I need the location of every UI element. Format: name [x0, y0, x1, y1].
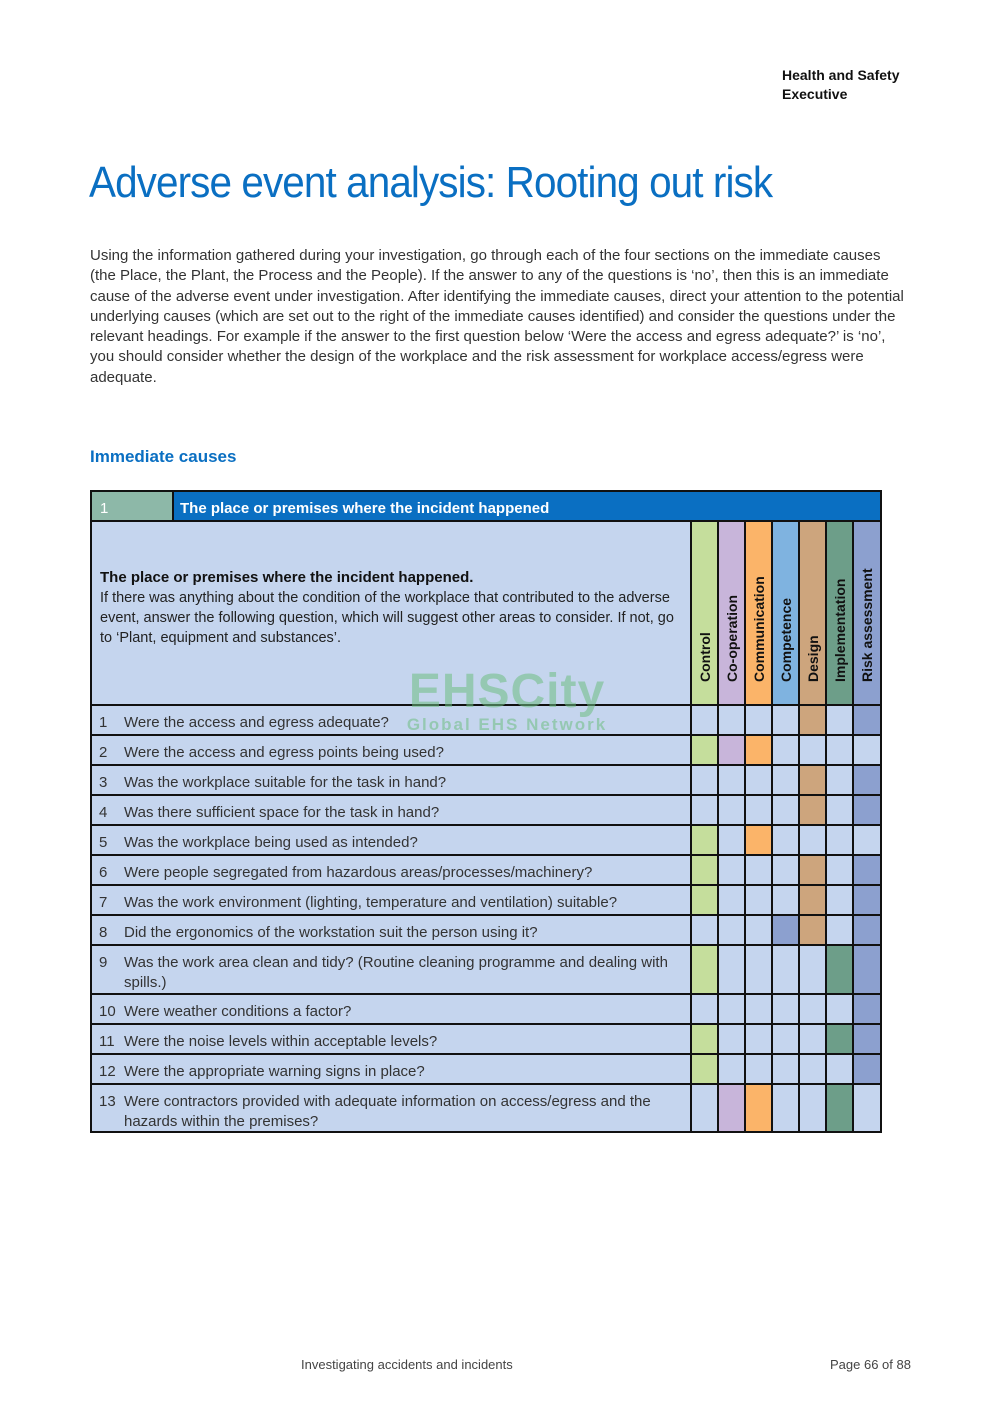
- cause-marker-empty: [719, 916, 744, 944]
- org-line-1: Health and Safety: [782, 67, 900, 83]
- question-text: Did the ergonomics of the workstation suit the person using it?: [124, 924, 538, 941]
- cause-marker-empty: [746, 766, 771, 794]
- question-number: 11: [99, 1033, 115, 1050]
- cause-marker-empty: [827, 886, 852, 914]
- cause-marker-empty: [827, 1055, 852, 1083]
- cause-marker-empty: [800, 1025, 825, 1053]
- cause-marker-empty: [719, 856, 744, 884]
- cause-marker-empty: [773, 856, 798, 884]
- cause-marker-co-operation: [719, 1085, 744, 1131]
- section-description: [92, 522, 690, 704]
- column-header-label: Control: [696, 632, 713, 682]
- question-text: Were the appropriate warning signs in place?: [124, 1063, 425, 1080]
- column-header-design: [800, 522, 825, 704]
- cause-marker-control: [692, 946, 717, 993]
- page-title: Adverse event analysis: Rooting out risk: [89, 158, 773, 207]
- cause-marker-empty: [719, 706, 744, 734]
- watermark-line-2: Global EHS Network: [406, 715, 608, 734]
- question-number: 5: [99, 834, 108, 851]
- column-header-co-operation: [719, 522, 744, 704]
- cause-marker-empty: [692, 916, 717, 944]
- question-text: Was the workplace suitable for the task in hand?: [124, 774, 447, 791]
- cause-marker-communication: [746, 1085, 771, 1131]
- cause-marker-design: [800, 886, 825, 914]
- question-number: 7: [99, 894, 108, 911]
- column-header-risk-assessment: [854, 522, 880, 704]
- cause-marker-control: [692, 886, 717, 914]
- column-header-implementation: [827, 522, 852, 704]
- cause-marker-empty: [854, 1085, 880, 1131]
- immediate-causes-table: [90, 490, 882, 1133]
- cause-marker-empty: [719, 1055, 744, 1083]
- cause-marker-empty: [773, 826, 798, 854]
- question-number: 6: [99, 864, 108, 881]
- cause-marker-empty: [719, 766, 744, 794]
- cause-marker-empty: [827, 995, 852, 1023]
- cause-marker-empty: [773, 736, 798, 764]
- cause-marker-empty: [746, 1025, 771, 1053]
- cause-marker-empty: [773, 766, 798, 794]
- cause-marker-implementation: [827, 1085, 852, 1131]
- cause-marker-empty: [800, 1085, 825, 1131]
- cause-marker-empty: [773, 1085, 798, 1131]
- question-number: 2: [99, 744, 108, 761]
- cause-marker-empty: [800, 1055, 825, 1083]
- cause-marker-empty: [719, 1025, 744, 1053]
- cause-marker-empty: [827, 856, 852, 884]
- question-text: Were weather conditions a factor?: [124, 1003, 352, 1020]
- question-row: [92, 1025, 690, 1053]
- cause-marker-empty: [773, 886, 798, 914]
- question-row: [92, 826, 690, 854]
- cause-marker-risk-assessment: [854, 886, 880, 914]
- question-row: [92, 796, 690, 824]
- question-number: 3: [99, 774, 108, 791]
- column-header-label: Communication: [750, 576, 767, 682]
- section-number-cell: [92, 492, 172, 520]
- cause-marker-empty: [827, 826, 852, 854]
- question-row: [92, 736, 690, 764]
- cause-marker-communication: [746, 826, 771, 854]
- column-header-label: Implementation: [831, 578, 848, 682]
- cause-marker-empty: [827, 916, 852, 944]
- question-row: [92, 1085, 690, 1131]
- section-number: 1: [100, 500, 109, 517]
- cause-marker-empty: [773, 946, 798, 993]
- question-row: [92, 856, 690, 884]
- cause-marker-design: [800, 916, 825, 944]
- question-row: [92, 886, 690, 914]
- column-header-label: Co-operation: [723, 594, 740, 682]
- cause-marker-implementation: [827, 1025, 852, 1053]
- cause-marker-empty: [800, 946, 825, 993]
- cause-marker-empty: [827, 796, 852, 824]
- column-header-competence: [773, 522, 798, 704]
- cause-marker-risk-assessment: [854, 946, 880, 993]
- cause-marker-empty: [827, 736, 852, 764]
- organisation-name: [782, 66, 899, 104]
- cause-marker-empty: [773, 796, 798, 824]
- watermark-line-1: EHSCity: [408, 665, 606, 718]
- cause-marker-control: [692, 1025, 717, 1053]
- question-text: Was the work environment (lighting, temperature and ventilation) suitable?: [124, 894, 618, 911]
- cause-marker-empty: [746, 886, 771, 914]
- column-header-label: Competence: [777, 597, 794, 682]
- cause-marker-empty: [773, 1025, 798, 1053]
- cause-marker-co-operation: [719, 736, 744, 764]
- cause-marker-empty: [854, 826, 880, 854]
- cause-marker-empty: [719, 946, 744, 993]
- question-number: 9: [99, 954, 108, 971]
- question-number: 13: [99, 1093, 116, 1110]
- cause-marker-risk-assessment: [854, 995, 880, 1023]
- cause-marker-empty: [800, 736, 825, 764]
- cause-marker-risk-assessment: [854, 856, 880, 884]
- question-row: [92, 916, 690, 944]
- cause-marker-design: [800, 766, 825, 794]
- section-title-cell: [174, 492, 880, 520]
- cause-marker-risk-assessment: [854, 796, 880, 824]
- question-number: 4: [99, 804, 108, 821]
- description-body: If there was anything about the condition of the workplace that contributed to the adverse event, answer the following question, which will suggest other areas to consider. If not, go to ‘Plant, equipment and substances’.: [100, 590, 674, 646]
- cause-marker-empty: [746, 856, 771, 884]
- cause-marker-risk-assessment: [854, 1025, 880, 1053]
- section-title: The place or premises where the incident happened: [180, 500, 550, 517]
- question-text: Was the work area clean and tidy? (Routine cleaning programme and dealing with spills.): [124, 954, 668, 991]
- cause-marker-risk-assessment: [854, 916, 880, 944]
- question-row: [92, 766, 690, 794]
- question-number: 12: [99, 1063, 116, 1080]
- cause-marker-empty: [692, 1085, 717, 1131]
- question-text: Were the noise levels within acceptable levels?: [124, 1033, 438, 1050]
- cause-marker-control: [692, 826, 717, 854]
- cause-marker-empty: [773, 706, 798, 734]
- cause-marker-empty: [773, 1055, 798, 1083]
- question-number: 10: [99, 1003, 116, 1020]
- cause-marker-communication: [746, 736, 771, 764]
- cause-marker-empty: [719, 886, 744, 914]
- cause-marker-empty: [773, 995, 798, 1023]
- question-number: 8: [99, 924, 108, 941]
- cause-marker-implementation: [827, 946, 852, 993]
- cause-marker-empty: [746, 1055, 771, 1083]
- description-title: The place or premises where the incident happened.: [100, 569, 474, 586]
- question-text: Were the access and egress points being used?: [124, 744, 444, 761]
- section-heading: Immediate causes: [90, 447, 237, 466]
- cause-marker-empty: [719, 796, 744, 824]
- question-row: [92, 1055, 690, 1083]
- question-row: [92, 706, 690, 734]
- cause-marker-design: [800, 706, 825, 734]
- footer-page-number: Page 66 of 88: [830, 1357, 911, 1372]
- cause-marker-design: [800, 796, 825, 824]
- cause-marker-empty: [746, 796, 771, 824]
- org-line-2: Executive: [782, 86, 848, 102]
- cause-marker-empty: [746, 916, 771, 944]
- cause-marker-control: [692, 1055, 717, 1083]
- cause-marker-empty: [800, 995, 825, 1023]
- cause-marker-risk-assessment: [854, 766, 880, 794]
- cause-marker-empty: [746, 995, 771, 1023]
- cause-marker-empty: [827, 766, 852, 794]
- cause-marker-design: [800, 856, 825, 884]
- cause-marker-empty: [692, 706, 717, 734]
- intro-paragraph: Using the information gathered during your investigation, go through each of the four sections on the immediate causes (the Place, the Plant, the Process and the People). If the answer to any of the questions is ‘no’, then this is an immediate cause of the adverse event under investigation. After identifying the immediate causes, direct your attention to the potential underlying causes (which are set out to the right of the immediate causes identified) and consider the questions under the relevant headings. For example if the answer to the first question below ‘Were the access and egress adequate?’ is ‘no’, you should consider whether the design of the workplace and the risk assessment for workplace access/egress were adequate.: [90, 247, 904, 386]
- cause-marker-risk-assessment: [854, 706, 880, 734]
- question-number: 1: [99, 714, 108, 731]
- cause-marker-empty: [854, 736, 880, 764]
- cause-marker-control: [692, 856, 717, 884]
- cause-marker-empty: [746, 706, 771, 734]
- column-header-control: [692, 522, 717, 704]
- question-text: Were the access and egress adequate?: [124, 714, 389, 731]
- question-text: Were people segregated from hazardous areas/processes/machinery?: [124, 864, 593, 881]
- question-text: Was there sufficient space for the task in hand?: [124, 804, 440, 821]
- cause-marker-empty: [692, 995, 717, 1023]
- column-header-label: Risk assessment: [859, 568, 875, 682]
- cause-marker-empty: [719, 995, 744, 1023]
- cause-marker-competence: [773, 916, 798, 944]
- cause-marker-empty: [692, 766, 717, 794]
- cause-marker-control: [692, 736, 717, 764]
- cause-marker-empty: [800, 826, 825, 854]
- question-text: Was the workplace being used as intended?: [124, 834, 418, 851]
- cause-marker-empty: [746, 946, 771, 993]
- footer-document-title: Investigating accidents and incidents: [301, 1357, 513, 1372]
- question-row: [92, 946, 690, 993]
- cause-marker-risk-assessment: [854, 1055, 880, 1083]
- question-text: Were contractors provided with adequate information on access/egress and the hazards within the premises?: [124, 1093, 651, 1130]
- column-header-communication: [746, 522, 771, 704]
- cause-marker-empty: [692, 796, 717, 824]
- question-row: [92, 995, 690, 1023]
- cause-marker-empty: [827, 706, 852, 734]
- cause-marker-empty: [719, 826, 744, 854]
- column-header-label: Design: [804, 635, 821, 682]
